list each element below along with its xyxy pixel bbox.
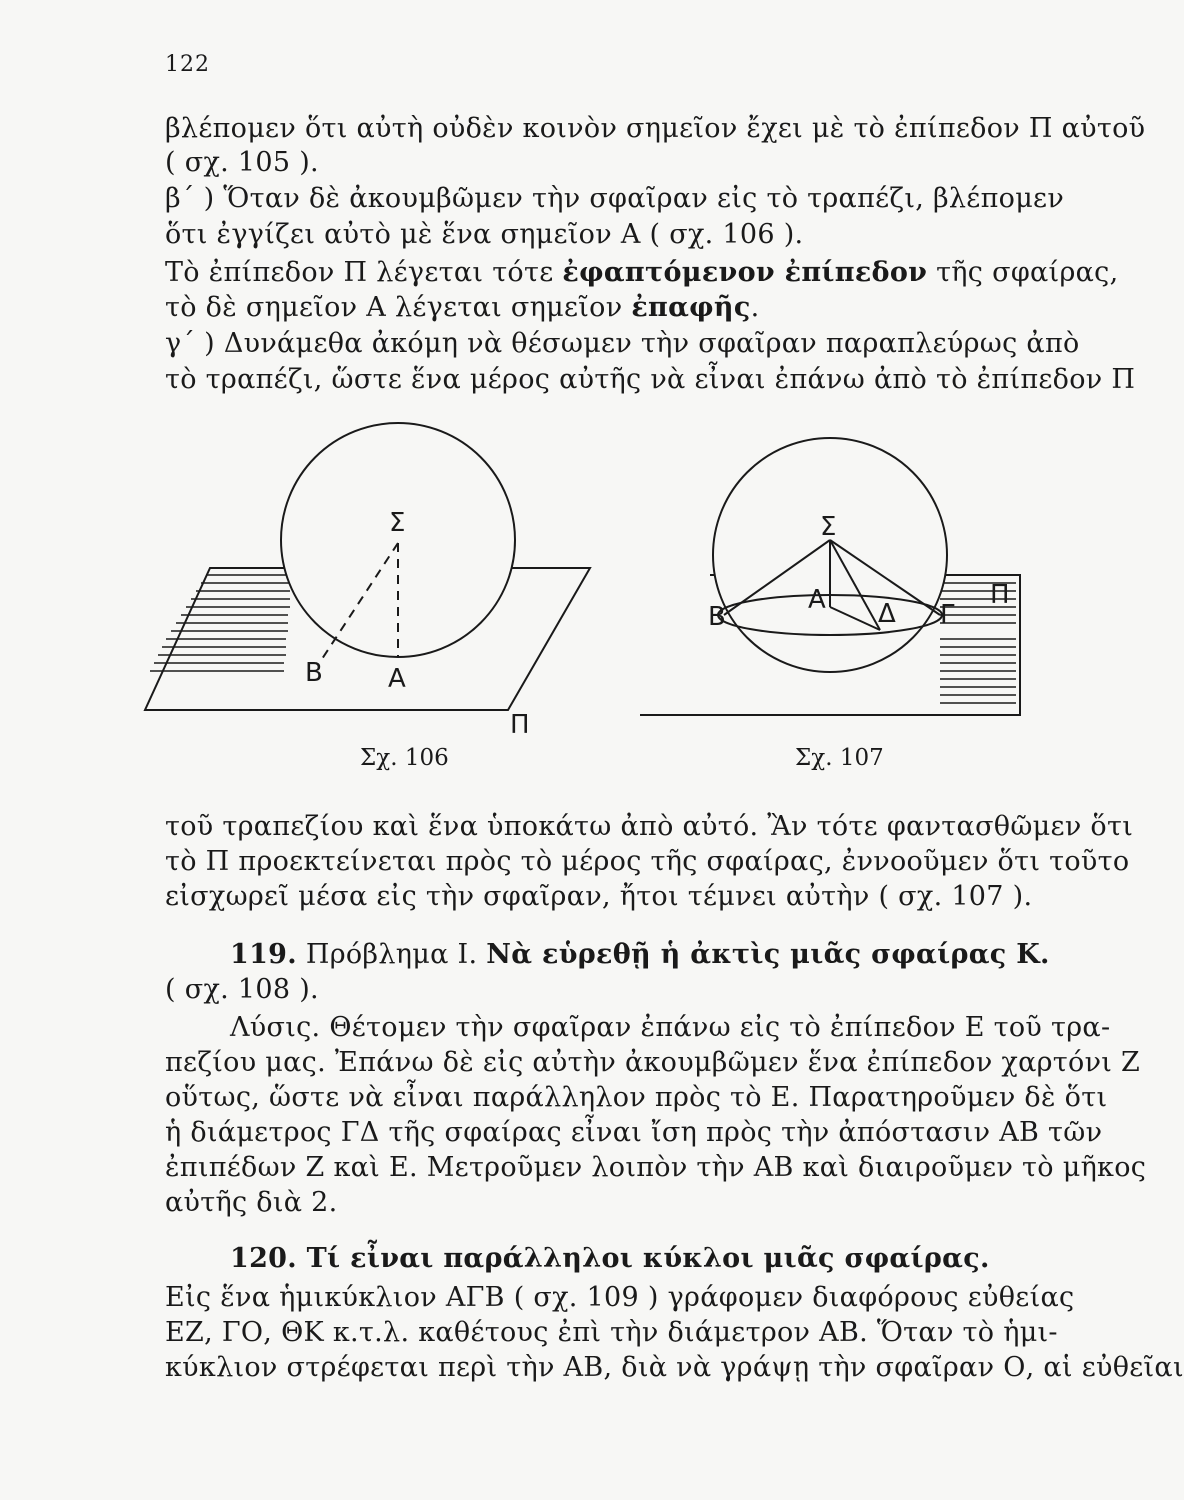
fig107-label-sigma: Σ — [820, 512, 837, 542]
paragraph-line: τὸ Π προεκτείνεται πρὸς τὸ μέρος τῆς σφαίρας, ἐννοοῦμεν ὅτι τοῦτο — [165, 846, 1130, 877]
paragraph-line — [165, 291, 1010, 325]
term-tangent-plane: ἐφαπτόμενον ἐπίπεδον — [562, 257, 928, 288]
paragraph-line: τοῦ τραπεζίου καὶ ἕνα ὑποκάτω ἀπὸ αὐτό. Ἂν τότε φαντασθῶμεν ὅτι — [165, 811, 1134, 842]
section-120-heading: 120. Τί εἶναι παράλληλοι κύκλοι μιᾶς σφαίρας. — [230, 1243, 990, 1274]
paragraph-line: ΕΖ, ΓΟ, ΘΚ κ.τ.λ. καθέτους ἐπὶ τὴν διάμετρον ΑΒ. Ὅταν τὸ ἡμι- — [165, 1317, 1058, 1348]
paragraph-line: αὐτῆς διὰ 2. — [165, 1187, 338, 1218]
page-number: 122 — [165, 52, 210, 77]
paragraph-line: κύκλιον στρέφεται περὶ τὴν ΑΒ, διὰ νὰ γράψῃ τὴν σφαῖραν Ο, αἱ εὐθεῖαι — [165, 1352, 1184, 1383]
text-span: τῆς σφαίρας, — [927, 257, 1119, 288]
fig106-sphere — [281, 423, 515, 657]
paragraph-line: ( σχ. 105 ). — [165, 147, 319, 178]
paragraph-line: ὅτι ἐγγίζει αὐτὸ μὲ ἕνα σημεῖον Α ( σχ. 106 ). — [165, 219, 804, 250]
fig106-label-b: Β — [305, 658, 323, 688]
paragraph-line: οὕτως, ὥστε νὰ εἶναι παράλληλον πρὸς τὸ Ε. Παρατηροῦμεν δὲ ὅτι — [165, 1082, 1108, 1113]
fig107-label-pi: Π — [990, 580, 1010, 610]
paragraph-line: τὸ τραπέζι, ὥστε ἕνα μέρος αὐτῆς νὰ εἶναι ἐπάνω ἀπὸ τὸ ἐπίπεδον Π — [165, 364, 1136, 395]
figure-107 — [640, 438, 1020, 715]
paragraph-line: Λύσις. Θέτομεν τὴν σφαῖραν ἐπάνω εἰς τὸ ἐπίπεδον Ε τοῦ τρα- — [230, 1012, 1111, 1043]
fig107-label-a: Α — [808, 585, 826, 615]
paragraph-line: ἐπιπέδων Ζ καὶ Ε. Μετροῦμεν λοιπὸν τὴν ΑΒ καὶ διαιροῦμεν τὸ μῆκος — [165, 1152, 1147, 1183]
fig106-label-pi: Π — [510, 710, 530, 740]
paragraph-line — [165, 256, 1119, 290]
section-119-title: Νὰ εὑρεθῇ ἡ ἀκτὶς μιᾶς σφαίρας Κ. — [486, 939, 1050, 970]
paragraph-line: εἰσχωρεῖ μέσα εἰς τὴν σφαῖραν, ἤτοι τέμνει αὐτὴν ( σχ. 107 ). — [165, 881, 1033, 912]
paragraph-line: ἡ διάμετρος ΓΔ τῆς σφαίρας εἶναι ἴση πρὸς τὴν ἀπόστασιν ΑΒ τῶν — [165, 1117, 1103, 1148]
paragraph-line: βλέπομεν ὅτι αὐτὴ οὐδὲν κοινὸν σημεῖον ἔχει μὲ τὸ ἐπίπεδον Π αὐτοῦ — [165, 113, 1146, 144]
figures-drawing — [140, 425, 1020, 800]
section-119-heading — [230, 938, 1050, 972]
fig106-label-sigma: Σ — [389, 508, 406, 538]
fig107-label-delta: Δ — [878, 599, 896, 629]
text-span: Τὸ ἐπίπεδον Π λέγεται τότε — [165, 257, 563, 288]
fig106-plane-hatching — [150, 575, 290, 671]
section-number: 119. — [230, 939, 297, 970]
figures-block — [140, 425, 1020, 800]
paragraph-line: γ΄ ) Δυνάμεθα ἀκόμη νὰ θέσωμεν τὴν σφαῖραν παραπλεύρως ἀπὸ — [165, 328, 1080, 359]
fig107-label-b: Β — [708, 602, 726, 632]
fig107-label-gamma: Γ — [940, 600, 955, 630]
figure-106 — [145, 423, 590, 710]
text-span: τὸ δὲ σημεῖον Α λέγεται σημεῖον — [165, 292, 632, 323]
term-contact: ἐπαφῆς — [631, 292, 751, 323]
paragraph-line: ( σχ. 108 ). — [165, 974, 319, 1005]
paragraph-line: Εἰς ἕνα ἡμικύκλιον ΑΓΒ ( σχ. 109 ) γράφομεν διαφόρους εὐθείας — [165, 1282, 1075, 1313]
paragraph-line: πεζίου μας. Ἐπάνω δὲ εἰς αὐτὴν ἀκουμβῶμεν ἕνα ἐπίπεδον χαρτόνι Ζ — [165, 1047, 1141, 1078]
text-span: Πρόβλημα Ι. — [296, 939, 487, 970]
text-span: . — [750, 292, 760, 323]
fig106-label-a: Α — [388, 664, 406, 694]
paragraph-line: β΄ ) Ὅταν δὲ ἀκουμβῶμεν τὴν σφαῖραν εἰς τὸ τραπέζι, βλέπομεν — [165, 183, 1065, 214]
figure-caption-107: Σχ. 107 — [795, 745, 884, 771]
figure-caption-106: Σχ. 106 — [360, 745, 449, 771]
